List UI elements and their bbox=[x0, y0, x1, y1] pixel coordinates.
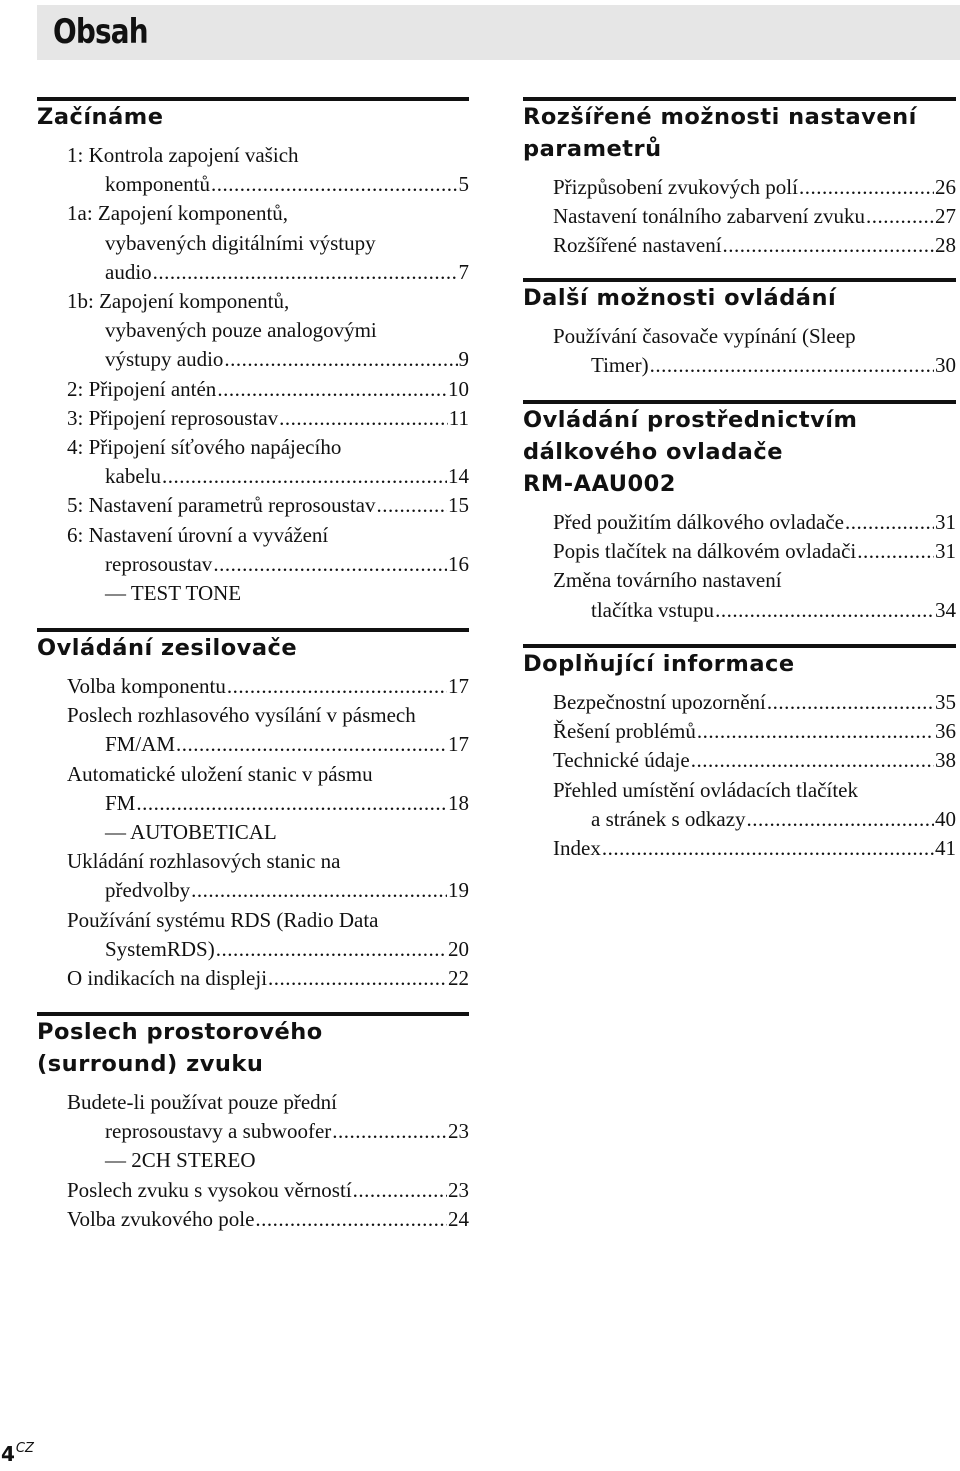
toc-page-number: 19 bbox=[448, 878, 469, 903]
toc-page-number: 20 bbox=[448, 936, 469, 961]
toc-entry-line bbox=[37, 462, 469, 491]
toc-page-number: 5 bbox=[458, 172, 469, 197]
toc-list bbox=[37, 672, 469, 818]
toc-entry-text: Přehled umístění ovládacích tlačítek bbox=[553, 777, 858, 802]
page-number bbox=[1, 1441, 34, 1466]
toc-entry[interactable] bbox=[37, 1176, 469, 1205]
toc-entry-text: Volba zvukového pole bbox=[67, 1206, 255, 1231]
toc-entry[interactable] bbox=[37, 1205, 469, 1234]
section-zesilovac bbox=[37, 628, 469, 993]
toc-list bbox=[523, 173, 956, 261]
toc-entry-text: Timer) bbox=[591, 353, 649, 378]
toc-entry[interactable] bbox=[37, 847, 469, 905]
toc-list bbox=[37, 847, 469, 993]
toc-entry[interactable] bbox=[37, 672, 469, 701]
toc-entry-text: 3: Připojení reprosoustav bbox=[67, 405, 279, 430]
toc-entry-text: SystemRDS) bbox=[105, 936, 215, 961]
toc-entry-text: reprosoustavy a subwoofer bbox=[105, 1119, 332, 1144]
toc-entry-text: Řešení problémů bbox=[553, 719, 696, 744]
leader-dots bbox=[136, 789, 447, 818]
toc-entry-line bbox=[37, 258, 469, 287]
toc-entry[interactable] bbox=[523, 537, 956, 566]
toc-entry[interactable] bbox=[37, 491, 469, 520]
toc-entry-text: Technické údaje bbox=[553, 748, 690, 773]
page-number-value: 4 bbox=[1, 1442, 15, 1466]
section-zaciname bbox=[37, 97, 469, 608]
toc-entry-text: reprosoustav bbox=[105, 551, 213, 576]
leader-dots bbox=[191, 876, 447, 905]
toc-entry-line bbox=[37, 491, 469, 520]
leader-dots bbox=[353, 1176, 447, 1205]
toc-entry-text: Rozšířené nastavení bbox=[553, 233, 722, 258]
heading-line: parametrů bbox=[523, 136, 662, 162]
toc-entry-line bbox=[37, 964, 469, 993]
toc-page-number: 9 bbox=[458, 347, 469, 372]
heading-line: Ovládání prostřednictvím bbox=[523, 407, 858, 433]
toc-entry-text: Ukládání rozhlasových stanic na bbox=[67, 849, 341, 874]
section-heading bbox=[523, 404, 956, 500]
toc-entry-line bbox=[523, 231, 956, 260]
toc-entry-line bbox=[523, 596, 956, 625]
toc-list bbox=[37, 141, 469, 579]
toc-page-number: 16 bbox=[448, 551, 469, 576]
toc-entry[interactable] bbox=[37, 404, 469, 433]
toc-entry-text: a stránek s odkazy bbox=[591, 806, 746, 831]
toc-entry[interactable] bbox=[37, 1088, 469, 1146]
leader-dots bbox=[176, 730, 447, 759]
leader-dots bbox=[866, 202, 934, 231]
toc-entry[interactable] bbox=[523, 717, 956, 746]
toc-entry-line bbox=[37, 1205, 469, 1234]
toc-entry[interactable] bbox=[37, 906, 469, 964]
leader-dots bbox=[857, 537, 934, 566]
toc-entry-line bbox=[523, 746, 956, 775]
toc-page-number: 28 bbox=[935, 233, 956, 258]
toc-entry-text: Budete-li používat pouze přední bbox=[67, 1090, 337, 1114]
toc-entry[interactable] bbox=[37, 375, 469, 404]
toc-page-number: 15 bbox=[448, 493, 469, 518]
toc-entry[interactable] bbox=[37, 199, 469, 287]
leader-dots bbox=[845, 508, 934, 537]
toc-entry-line bbox=[37, 375, 469, 404]
toc-page-number: 17 bbox=[448, 674, 469, 698]
toc-entry-text: Popis tlačítek na dálkovém ovladači bbox=[553, 539, 857, 564]
toc-page-number: 23 bbox=[448, 1119, 469, 1144]
toc-entry-line bbox=[37, 404, 469, 433]
section-rozsirene bbox=[523, 97, 956, 261]
section-heading: Začínáme bbox=[37, 104, 164, 130]
toc-entry-text: 4: Připojení síťového napájecího bbox=[67, 435, 342, 460]
toc-page-number: 22 bbox=[448, 966, 469, 991]
toc-entry-text: Používání systému RDS (Radio Data bbox=[67, 907, 379, 932]
toc-entry-text: 2: Připojení antén bbox=[67, 376, 217, 401]
toc-list bbox=[523, 322, 956, 380]
heading-line: dálkového ovladače bbox=[523, 439, 783, 465]
toc-entry-line bbox=[523, 688, 956, 717]
toc-entry[interactable] bbox=[523, 566, 956, 624]
toc-entry-text: Nastavení tonálního zabarvení zvuku bbox=[553, 204, 865, 229]
section-heading: Další možnosti ovládání bbox=[523, 285, 837, 311]
toc-page-number: 34 bbox=[935, 597, 956, 622]
leader-dots bbox=[650, 351, 934, 380]
toc-entry-text: 1: Kontrola zapojení vašich bbox=[67, 143, 299, 167]
toc-entry-line bbox=[37, 550, 469, 579]
toc-entry-text: Změna továrního nastavení bbox=[553, 568, 782, 593]
language-code: CZ bbox=[15, 1441, 34, 1456]
toc-list bbox=[523, 688, 956, 863]
toc-entry-line bbox=[37, 345, 469, 374]
toc-entry-line bbox=[37, 170, 469, 199]
leader-dots bbox=[332, 1117, 447, 1146]
page-title: Obsah bbox=[53, 12, 148, 52]
leader-dots bbox=[697, 717, 934, 746]
leader-dots bbox=[691, 746, 934, 775]
toc-list bbox=[37, 1088, 469, 1146]
toc-entry[interactable] bbox=[37, 760, 469, 818]
toc-entry-text: tlačítka vstupu bbox=[591, 597, 715, 622]
toc-subentry: — 2CH STEREO bbox=[105, 1148, 256, 1173]
toc-entry[interactable] bbox=[523, 834, 956, 863]
leader-dots bbox=[799, 173, 934, 202]
toc-entry[interactable] bbox=[37, 964, 469, 993]
toc-entry-text: kabelu bbox=[105, 464, 161, 489]
toc-entry-text: 6: Nastavení úrovní a vyvážení bbox=[67, 522, 329, 547]
toc-entry-line bbox=[37, 789, 469, 818]
toc-entry[interactable] bbox=[523, 746, 956, 775]
toc-entry-line bbox=[523, 537, 956, 566]
section-heading: Ovládání zesilovače bbox=[37, 635, 298, 661]
toc-entry[interactable] bbox=[523, 173, 956, 202]
toc-page-number: 31 bbox=[935, 510, 956, 534]
toc-page-number: 35 bbox=[935, 690, 956, 714]
section-doplnujici bbox=[523, 644, 956, 863]
toc-entry-line bbox=[523, 717, 956, 746]
leader-dots bbox=[255, 1205, 447, 1234]
toc-entry-text: Před použitím dálkového ovladače bbox=[553, 510, 844, 534]
toc-page-number: 40 bbox=[935, 806, 956, 831]
toc-entry-line bbox=[37, 876, 469, 905]
leader-dots bbox=[715, 596, 934, 625]
toc-entry-text: O indikacích na displeji bbox=[67, 966, 268, 991]
leader-dots bbox=[376, 491, 447, 520]
toc-entry-text: předvolby bbox=[105, 878, 191, 903]
toc-page-number: 11 bbox=[448, 405, 469, 430]
heading-line: Rozšířené možnosti nastavení bbox=[523, 104, 917, 130]
toc-entry-text: 1b: Zapojení komponentů, bbox=[67, 289, 290, 314]
leader-dots bbox=[153, 258, 458, 287]
toc-entry[interactable] bbox=[523, 231, 956, 260]
toc-page-number: 26 bbox=[935, 175, 956, 199]
toc-entry-text: Automatické uložení stanic v pásmu bbox=[67, 761, 373, 786]
toc-page-number: 10 bbox=[448, 376, 469, 401]
toc-page-number: 41 bbox=[935, 836, 956, 861]
toc-entry-line bbox=[523, 805, 956, 834]
toc-entry[interactable] bbox=[37, 141, 469, 199]
toc-entry-text: Volba komponentu bbox=[67, 674, 226, 698]
toc-page-number: 31 bbox=[935, 539, 956, 564]
toc-entry-text: audio bbox=[105, 259, 152, 284]
leader-dots bbox=[723, 231, 934, 260]
toc-entry-text: vybavených digitálními výstupy bbox=[105, 230, 376, 255]
toc-page-number: 36 bbox=[935, 719, 956, 744]
toc-entry-line bbox=[37, 672, 469, 701]
toc-entry-text: vybavených pouze analogovými bbox=[105, 318, 377, 343]
toc-entry-text: Poslech rozhlasového vysílání v pásmech bbox=[67, 703, 416, 728]
leader-dots bbox=[216, 935, 447, 964]
toc-entry-text: výstupy audio bbox=[105, 347, 224, 372]
section-surround bbox=[37, 1012, 469, 1234]
toc-entry-text: Přizpůsobení zvukových polí bbox=[553, 175, 798, 199]
toc-page-number: 38 bbox=[935, 748, 956, 773]
toc-entry[interactable] bbox=[37, 701, 469, 759]
toc-entry-text: 5: Nastavení parametrů reprosoustav bbox=[67, 493, 376, 518]
section-heading bbox=[37, 1016, 469, 1080]
toc-page-number: 7 bbox=[458, 259, 469, 284]
toc-subentry: — AUTOBETICAL bbox=[105, 820, 277, 845]
section-heading bbox=[523, 101, 956, 165]
toc-page-number: 23 bbox=[448, 1177, 469, 1202]
section-dalsi bbox=[523, 278, 956, 380]
toc-entry[interactable] bbox=[37, 433, 469, 491]
toc-entry-text: Poslech zvuku s vysokou věrností bbox=[67, 1177, 352, 1202]
leader-dots bbox=[279, 404, 448, 433]
toc-entry-text: FM bbox=[105, 790, 136, 815]
toc-entry[interactable] bbox=[523, 202, 956, 231]
leader-dots bbox=[747, 805, 934, 834]
toc-page-number: 24 bbox=[448, 1206, 469, 1231]
toc-page-number: 27 bbox=[935, 204, 956, 229]
toc-list bbox=[37, 1176, 469, 1234]
section-heading: Doplňující informace bbox=[523, 651, 795, 677]
toc-entry[interactable] bbox=[37, 287, 469, 375]
toc-entry[interactable] bbox=[523, 322, 956, 380]
toc-page-number: 14 bbox=[448, 464, 469, 489]
toc-entry-line bbox=[37, 935, 469, 964]
toc-entry-line bbox=[37, 1176, 469, 1205]
leader-dots bbox=[224, 345, 457, 374]
leader-dots bbox=[602, 834, 934, 863]
toc-list bbox=[523, 508, 956, 625]
leader-dots bbox=[227, 672, 447, 701]
heading-line: Poslech prostorového bbox=[37, 1019, 323, 1045]
toc-entry[interactable] bbox=[523, 688, 956, 717]
title-bar bbox=[37, 5, 960, 60]
toc-entry-line bbox=[37, 730, 469, 759]
toc-entry-line bbox=[523, 834, 956, 863]
toc-entry-line bbox=[523, 202, 956, 231]
toc-entry-text: FM/AM bbox=[105, 732, 176, 757]
toc-page-number: 30 bbox=[935, 353, 956, 378]
toc-entry-line bbox=[37, 1117, 469, 1146]
leader-dots bbox=[211, 170, 458, 199]
heading-line: RM-AAU002 bbox=[523, 471, 676, 497]
leader-dots bbox=[767, 688, 934, 717]
toc-entry-line bbox=[523, 508, 956, 537]
toc-page-number: 18 bbox=[448, 790, 469, 815]
leader-dots bbox=[217, 375, 447, 404]
toc-entry[interactable] bbox=[37, 521, 469, 579]
toc-subentry: — TEST TONE bbox=[105, 581, 242, 606]
toc-entry-text: Bezpečnostní upozornění bbox=[553, 690, 766, 714]
toc-entry-text: Index bbox=[553, 836, 601, 861]
toc-entry-line bbox=[523, 173, 956, 202]
leader-dots bbox=[162, 462, 447, 491]
heading-line: (surround) zvuku bbox=[37, 1051, 264, 1077]
toc-entry-line bbox=[523, 351, 956, 380]
section-dalkovy bbox=[523, 400, 956, 625]
toc-entry-text: 1a: Zapojení komponentů, bbox=[67, 201, 289, 226]
toc-entry[interactable] bbox=[523, 776, 956, 834]
leader-dots bbox=[213, 550, 447, 579]
toc-entry[interactable] bbox=[523, 508, 956, 537]
leader-dots bbox=[268, 964, 447, 993]
toc-page-number: 17 bbox=[448, 732, 469, 757]
toc-entry-text: komponentů bbox=[105, 172, 210, 197]
toc-entry-text: Používání časovače vypínání (Sleep bbox=[553, 324, 856, 348]
